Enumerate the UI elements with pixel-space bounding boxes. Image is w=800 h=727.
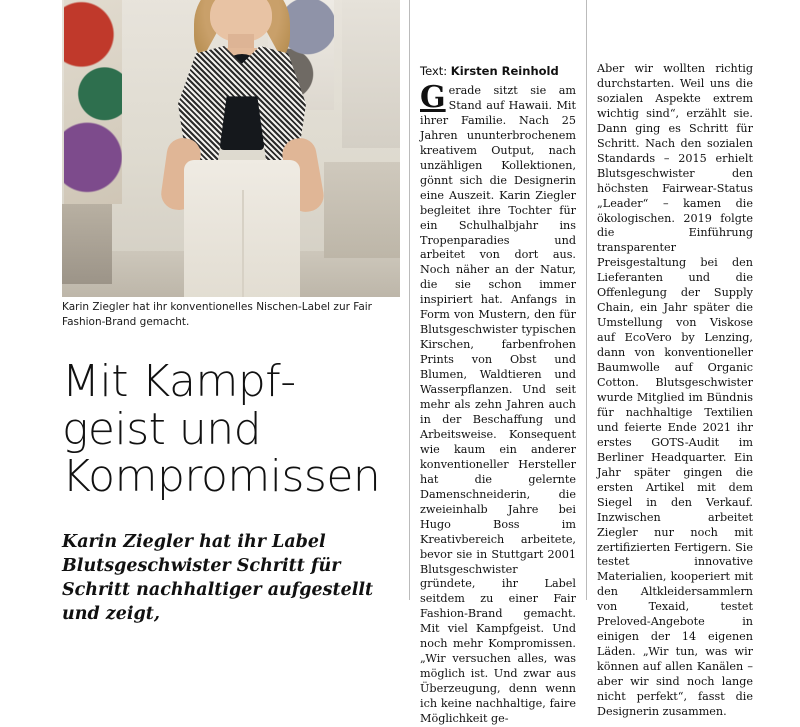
- headline-line-3: Kompromissen: [62, 451, 381, 503]
- photo-caption: Karin Ziegler hat ihr konventionelles Nischen-Label zur Fair Fashion-Brand gemacht.: [62, 301, 372, 329]
- subject-trousers: [184, 160, 300, 297]
- left-column: [0, 0, 400, 625]
- body-column-3: [597, 62, 753, 720]
- byline-author: Kirsten Reinhold: [450, 64, 559, 78]
- artwork-left-lower: [62, 204, 112, 284]
- page-title: [62, 358, 400, 501]
- body-column-2: [420, 62, 576, 727]
- headline-line-2: geist und: [62, 403, 262, 455]
- artwork-left: [64, 0, 122, 204]
- studio-shelf: [324, 162, 400, 258]
- body-text-3: Aber wir wollten richtig durchstarten. Weil uns die sozialen Aspekte extrem wichtig sind“, erzählt sie. Dann ging es Schritt für Schritt. Nach den sozialen Standards – 2015 erhielt Blutsgeschwister den höchsten Fairwear-Status „Leader“ – kamen die ökologischen. 2019 folgte die Einführung transparenter Preisgestaltung bei den Lieferanten und die Offenlegung der Supply Chain, ein Jahr später die Umstellung von Viskose auf EcoVero by Lenzing, dann von konventioneller Baumwolle auf Organic Cotton. Blutsgeschwister wurde Mitglied im Bündnis für nachhaltige Textilien und feierte Ende 2021 ihr erstes GOTS-Audit im Berliner Headquarter. Ein Jahr später gingen die ersten Artikel mit dem Siegel in den Verkauf. Inzwischen arbeitet Ziegler nur noch mit zertifizierten Fertigern. Sie testet innovative Materialien, kooperiert mit den Altkleidersammlern von Texaid, testet Preloved-Angebote in einigen der 14 eigenen Läden. „Wir tun, was wir können auf allen Kanälen – aber wir sind noch lange nicht perfekt“, fasst die Designerin zusammen.: [597, 62, 753, 718]
- photo-subject: [158, 0, 324, 297]
- artwork-right-panel: [342, 0, 400, 148]
- article-photo: [62, 0, 400, 297]
- column-rule-2: [586, 0, 587, 600]
- column-rule-1: [409, 0, 410, 600]
- headline-line-1: Mit Kampf-: [62, 356, 296, 407]
- body-text-2: erade sitzt sie am Stand auf Hawaii. Mit ihrer Familie. Nach 25 Jahren ununterbrochenem kreativem Output, nach unzähligen Kollektionen, gönnt sich die Designerin eine Auszeit. Karin Ziegler begleitet ihre Tochter für ein Schulhalbjahr ins Tropenparadies und arbeitet von dort aus. Noch näher an der Natur, die sie schon immer inspiriert hat. Anfangs in Form von Mustern, den für Blutsgeschwister typischen Kirschen, farbenfrohen Prints von Obst und Blumen, Waldtieren und Wasserpflanzen. Und seit mehr als zehn Jahren auch in der Beschaffung und Arbeitsweise. Konsequent wie kaum ein anderer konventioneller Hersteller hat die gelernte Damenschneiderin, die zweieinhalb Jahre bei Hugo Boss im Kreativbereich arbeitete, bevor sie in Stuttgart 2001 Blutsgeschwister gründete, ihr Label seitdem zu einer Fair Fashion-Brand gemacht. Mit viel Kampfgeist. Und noch mehr Kompromissen. „Wir versuchen alles, was möglich ist. Und zwar aus Überzeugung, denn wenn ich keine nachhaltige, faire Möglichkeit ge-: [420, 84, 576, 726]
- drop-cap: G: [420, 80, 446, 115]
- standfirst: Karin Ziegler hat ihr Label Blutsgeschwister Schritt für Schritt nachhaltiger aufgestellt und zeigt,: [62, 532, 374, 625]
- byline-label: Text:: [420, 64, 448, 78]
